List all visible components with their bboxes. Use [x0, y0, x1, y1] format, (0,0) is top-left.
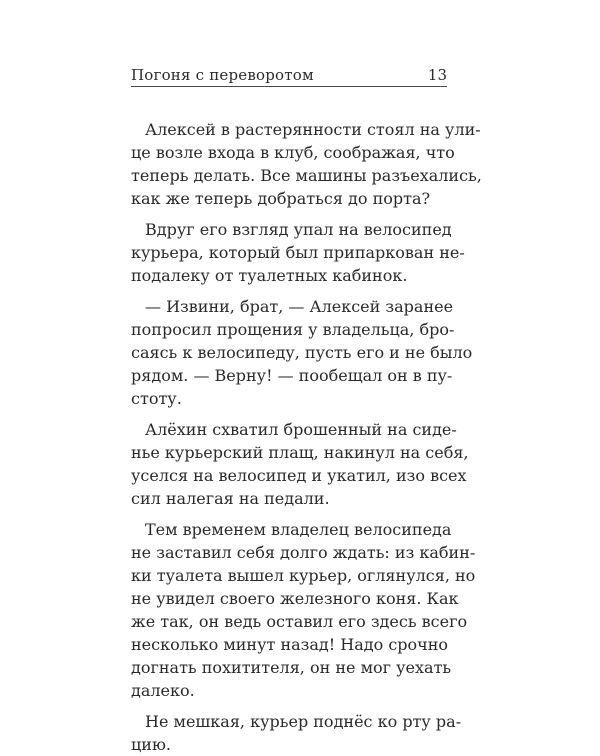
text-line: подалеку от туалетных кабинок. — [131, 266, 408, 285]
paragraph — [131, 518, 476, 702]
text-line: теперь делать. Все машины разъехались, — [131, 166, 482, 185]
page-number: 13 — [427, 66, 447, 84]
text-line: сил налегая на педали. — [131, 489, 330, 508]
paragraph — [131, 418, 469, 510]
text-line: цию. — [131, 735, 171, 754]
text-line: не увидел своего железного коня. Как — [131, 589, 459, 608]
text-line: Алексей в растерянности стоял на ули- — [145, 120, 481, 139]
text-line: ки туалета вышел курьер, оглянулся, но — [131, 566, 476, 585]
text-line: как же теперь добраться до порта? — [131, 189, 431, 208]
paragraph — [131, 710, 462, 756]
text-line: нье курьерский плащ, накинул на себя, — [131, 443, 469, 462]
text-line: саясь к велосипеду, пусть его и не было — [131, 343, 473, 362]
text-line: рядом. — Верну! — пообещал он в пу- — [131, 366, 453, 385]
text-line: курьера, который был припаркован не- — [131, 243, 465, 262]
page-header — [131, 62, 447, 87]
running-title: Погоня с переворотом — [131, 66, 314, 84]
text-line: це возле входа в клуб, соображая, что — [131, 143, 455, 162]
paragraph — [131, 295, 473, 410]
text-line: несколько минут назад! Надо срочно — [131, 635, 449, 654]
text-line: Тем временем владелец велосипеда — [145, 520, 452, 539]
text-line: догнать похитителя, он не мог уехать — [131, 658, 452, 677]
text-line: стоту. — [131, 389, 182, 408]
text-line: уселся на велосипед и укатил, изо всех — [131, 466, 467, 485]
text-line: попросил прощения у владельца, бро- — [131, 320, 455, 339]
text-line: Не мешкая, курьер поднёс ко рту ра- — [145, 712, 462, 731]
text-line: Алёхин схватил брошенный на сиде- — [145, 420, 457, 439]
text-line: же так, он ведь оставил его здесь всего — [131, 612, 468, 631]
text-line: не заставил себя долго ждать: из кабин- — [131, 543, 476, 562]
text-line: Вдруг его взгляд упал на велосипед — [145, 220, 452, 239]
paragraph — [131, 218, 465, 287]
text-line: — Извини, брат, — Алексей заранее — [145, 297, 454, 316]
text-line: далеко. — [131, 681, 195, 700]
paragraph — [131, 118, 482, 210]
body-text — [131, 118, 482, 756]
